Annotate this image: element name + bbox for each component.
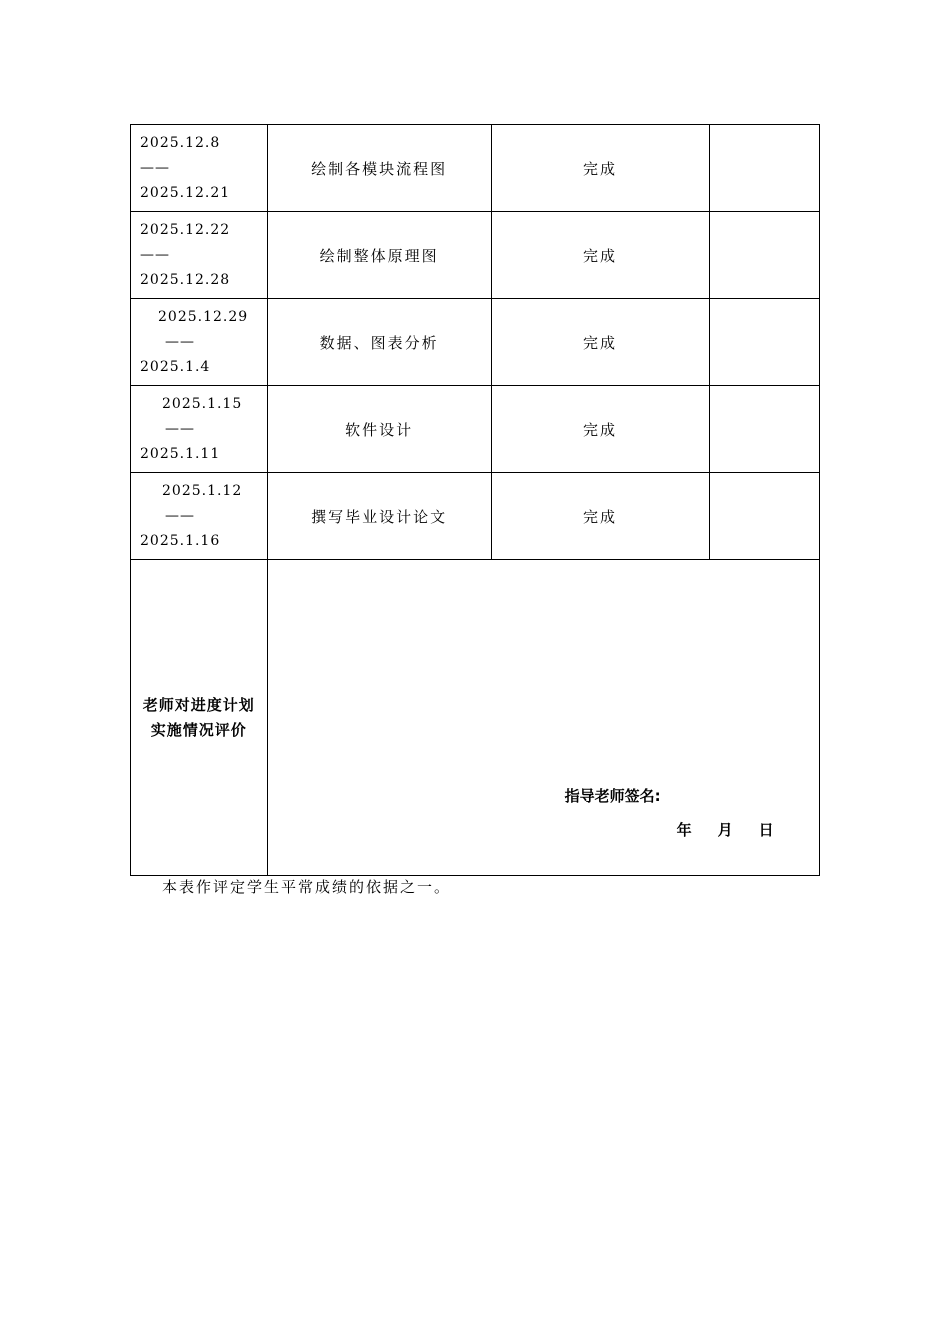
evaluation-label-line2: 实施情况评价 xyxy=(150,720,247,739)
note-cell xyxy=(709,473,820,560)
evaluation-label-cell xyxy=(131,560,268,876)
date-range-cell xyxy=(131,299,268,386)
date-range-cell xyxy=(131,473,268,560)
task-cell: 绘制各模块流程图 xyxy=(267,125,491,212)
date-separator: —— xyxy=(165,333,195,350)
date-range-cell xyxy=(131,125,268,212)
signature-label: 指导老师签名: xyxy=(564,787,661,805)
status-cell: 完成 xyxy=(491,386,709,473)
day-label: 日 xyxy=(758,821,774,839)
evaluation-content-cell xyxy=(267,560,819,876)
table-row xyxy=(131,212,820,299)
date-end: 2025.12.28 xyxy=(140,271,231,288)
date-separator: —— xyxy=(140,159,170,176)
date-end: 2025.1.16 xyxy=(140,532,221,549)
date-separator: —— xyxy=(165,420,195,437)
evaluation-row xyxy=(131,560,820,876)
status-cell: 完成 xyxy=(491,125,709,212)
footnote: 本表作评定学生平常成绩的依据之一。 xyxy=(162,878,452,896)
task-cell: 数据、图表分析 xyxy=(267,299,491,386)
date-separator: —— xyxy=(165,507,195,524)
date-range-cell xyxy=(131,386,268,473)
task-cell: 绘制整体原理图 xyxy=(267,212,491,299)
note-cell xyxy=(709,125,820,212)
date-end: 2025.12.21 xyxy=(140,184,231,201)
status-cell: 完成 xyxy=(491,299,709,386)
status-cell: 完成 xyxy=(491,473,709,560)
month-label: 月 xyxy=(717,821,733,839)
date-start: 2025.12.22 xyxy=(140,221,231,238)
date-start: 2025.1.15 xyxy=(162,395,243,412)
table-row xyxy=(131,473,820,560)
note-cell xyxy=(709,212,820,299)
note-cell xyxy=(709,299,820,386)
note-cell xyxy=(709,386,820,473)
date-start: 2025.12.29 xyxy=(158,308,249,325)
progress-plan-table xyxy=(130,124,820,876)
date-end: 2025.1.11 xyxy=(140,445,221,462)
evaluation-label-line1: 老师对进度计划 xyxy=(142,695,255,714)
date-separator: —— xyxy=(140,246,170,263)
date-start: 2025.1.12 xyxy=(162,482,243,499)
signature-date-line xyxy=(677,819,774,840)
task-cell: 软件设计 xyxy=(267,386,491,473)
year-label: 年 xyxy=(676,821,692,839)
table-row xyxy=(131,299,820,386)
date-range-cell xyxy=(131,212,268,299)
status-cell: 完成 xyxy=(491,212,709,299)
table-row xyxy=(131,386,820,473)
date-end: 2025.1.4 xyxy=(140,358,211,375)
table-row xyxy=(131,125,820,212)
date-start: 2025.12.8 xyxy=(140,134,221,151)
task-cell: 撰写毕业设计论文 xyxy=(267,473,491,560)
